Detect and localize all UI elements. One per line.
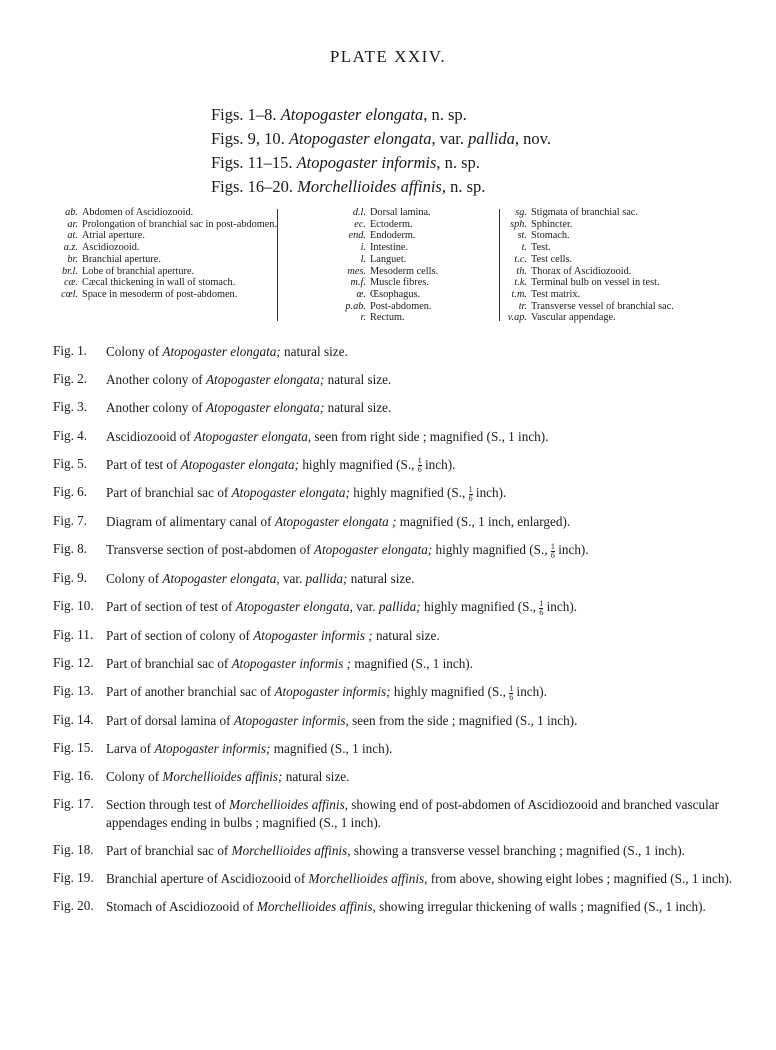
caption-text: highly magnified (S.,: [432, 542, 551, 558]
abbreviation-key: cæ.: [63, 277, 78, 289]
abbreviation-key: t.k.: [514, 277, 527, 289]
species-name: Atopogaster informis: [296, 153, 437, 172]
abbreviation-row: [500, 289, 740, 301]
caption-text: Colony of: [106, 769, 163, 785]
figure-caption: [53, 870, 753, 888]
species-name: Atopogaster elongata;: [162, 344, 281, 359]
abbreviation-value: Cæcal thickening in wall of stomach.: [82, 277, 236, 289]
abbreviation-row: [40, 289, 278, 301]
fraction-denominator: 6: [550, 550, 555, 560]
abbreviation-value: Transverse vessel of branchial sac.: [531, 300, 674, 312]
figure-number: Fig. 14.: [53, 711, 94, 727]
figure-number: Fig. 1.: [53, 343, 88, 358]
abbreviation-key: ar.: [67, 218, 78, 230]
figure-caption: [53, 740, 753, 758]
caption-text: , var.: [276, 570, 306, 586]
abbreviation-row: [319, 301, 499, 313]
caption-text: inch).: [513, 684, 547, 700]
species-name: pallida;: [378, 599, 421, 615]
abbreviation-key: v.ap.: [507, 312, 527, 324]
figure-heading: [211, 175, 551, 199]
species-name: Atopogaster elongata;: [313, 542, 433, 558]
figure-caption-text: [106, 541, 753, 559]
abbreviation-row: [40, 242, 278, 254]
caption-text: inch).: [421, 456, 456, 472]
abbreviation-key: th.: [516, 265, 527, 277]
figure-caption: [53, 343, 753, 361]
figure-caption: [53, 627, 753, 645]
figure-headings: [211, 103, 551, 199]
caption-text: natural size.: [282, 769, 350, 785]
species-name: Atopogaster elongata: [193, 428, 308, 444]
figure-caption-text: [106, 570, 753, 588]
species-name: Morchellioides affinis: [308, 871, 425, 887]
abbreviation-key: sph.: [510, 218, 527, 230]
caption-text: , from above, showing eight lobes ; magnified (S., 1 inch).: [424, 871, 733, 887]
abbreviation-row: [319, 242, 499, 254]
abbreviation-row: [40, 230, 278, 242]
figure-caption-text: [106, 870, 753, 888]
abbreviation-key: at.: [67, 230, 78, 242]
figure-caption-text: [106, 371, 753, 389]
figure-caption-text: [106, 740, 753, 758]
caption-text: Part of test of: [106, 456, 181, 472]
caption-text: inch).: [472, 485, 507, 501]
abbreviation-key: br.l.: [61, 265, 78, 277]
species-name: Atopogaster informis;: [154, 740, 271, 756]
figure-number: Fig. 6.: [53, 484, 88, 500]
abbreviation-row: [500, 242, 740, 254]
figure-caption-text: [106, 428, 753, 446]
species-name: Atopogaster elongata: [235, 599, 350, 615]
abbreviation-row: [500, 301, 740, 313]
abbreviation-value: Test matrix.: [531, 288, 581, 300]
figure-heading-range: Figs. 9, 10.: [211, 129, 289, 148]
caption-text: Stomach of Ascidiozooid of: [106, 899, 257, 915]
abbreviation-row: [40, 207, 278, 219]
figure-caption-text: [106, 627, 753, 645]
figure-caption-text: [106, 343, 753, 361]
figure-caption: [53, 513, 753, 531]
species-name: Atopogaster elongata: [288, 129, 432, 148]
figure-number: Fig. 7.: [53, 513, 88, 529]
abbreviation-key: i.: [360, 242, 366, 254]
abbreviation-value: Rectum.: [370, 312, 405, 324]
abbreviation-value: Stigmata of branchial sac.: [531, 207, 638, 218]
abbreviation-value: Endoderm.: [370, 230, 416, 242]
abbreviation-key: p.ab.: [345, 300, 366, 312]
abbreviation-key: cœl.: [61, 288, 78, 300]
abbreviation-row: [500, 277, 740, 289]
abbreviation-key: mes.: [347, 265, 366, 277]
figure-number: Fig. 9.: [53, 569, 88, 585]
figure-number: Fig. 2.: [53, 371, 88, 387]
caption-text: highly magnified (S.,: [349, 485, 469, 501]
figure-caption: [53, 598, 753, 616]
caption-text: highly magnified (S.,: [299, 456, 418, 472]
abbreviation-value: Ascidiozooid.: [82, 242, 140, 254]
caption-text: Part of section of colony of: [106, 627, 254, 643]
variety-name: pallida: [468, 129, 515, 148]
figure-caption: [53, 399, 753, 417]
abbreviation-column-3: [500, 207, 740, 324]
caption-text: natural size.: [280, 344, 348, 359]
figure-heading: [211, 151, 551, 175]
abbreviation-value: Ectoderm.: [370, 218, 413, 230]
caption-text: Colony of: [106, 344, 163, 359]
abbreviation-value: Thorax of Ascidiozooid.: [531, 265, 632, 277]
figure-caption: [53, 456, 753, 474]
figure-number: Fig. 20.: [53, 898, 94, 914]
species-name: Atopogaster elongata;: [180, 456, 300, 472]
species-name: Atopogaster informis ;: [253, 627, 373, 643]
caption-text: Diagram of alimentary canal of: [106, 514, 275, 530]
figure-number: Fig. 3.: [53, 399, 88, 415]
figure-number: Fig. 10.: [53, 598, 94, 614]
species-name: pallida;: [305, 570, 348, 586]
species-name: Morchellioides affinis: [297, 177, 442, 196]
caption-text: natural size.: [324, 372, 392, 388]
figure-caption: [53, 484, 753, 502]
fraction-numerator: 1: [550, 541, 555, 551]
figure-caption-text: [106, 655, 753, 673]
figure-caption: [53, 541, 753, 559]
figure-heading: [211, 103, 551, 127]
fraction-numerator: 1: [539, 598, 544, 608]
figure-caption: [53, 898, 753, 916]
figure-number: Fig. 5.: [53, 455, 88, 471]
abbreviation-row: [500, 312, 740, 324]
abbreviation-row: [40, 254, 278, 266]
abbreviation-row: [319, 230, 499, 242]
abbreviation-key: t.c.: [514, 253, 527, 265]
species-name: Morchellioides affinis: [231, 843, 348, 859]
abbreviation-value: Œsophagus.: [370, 288, 421, 300]
abbreviation-row: [319, 289, 499, 301]
abbreviation-row: [319, 277, 499, 289]
fraction-numerator: 1: [417, 456, 422, 466]
caption-text: , seen from right side ; magnified (S., 1 inch).: [307, 428, 549, 444]
species-name: Atopogaster informis;: [274, 684, 391, 700]
heading-suffix: , nov.: [514, 129, 551, 148]
caption-text: Another colony of: [106, 400, 206, 416]
species-name: Morchellioides affinis;: [162, 769, 283, 785]
caption-text: , showing end of post-abdomen of Ascidiozooid and branched vascular appendages ending in bulbs ; magnified (S., 1 inch).: [106, 797, 719, 831]
caption-text: Part of section of test of: [106, 599, 236, 615]
abbreviation-row: [319, 254, 499, 266]
figure-caption-text: [106, 513, 753, 531]
species-name: Atopogaster elongata;: [205, 400, 325, 416]
column-divider: [277, 209, 278, 321]
heading-suffix: , n. sp.: [441, 177, 486, 196]
caption-text: magnified (S., 1 inch).: [351, 655, 473, 671]
figure-number: Fig. 18.: [53, 842, 94, 858]
abbreviation-row: [40, 266, 278, 278]
abbreviation-key: œ.: [356, 288, 366, 300]
caption-text: highly magnified (S.,: [420, 599, 540, 615]
figure-caption-text: [106, 768, 753, 786]
caption-text: natural size.: [324, 400, 392, 416]
figure-caption-text: [106, 796, 753, 832]
abbreviation-value: Muscle fibres.: [370, 277, 429, 289]
abbreviation-column-1: [40, 207, 278, 301]
species-name: Atopogaster elongata;: [231, 485, 350, 501]
abbreviation-row: [40, 277, 278, 289]
abbreviation-row: [500, 266, 740, 278]
caption-text: Colony of: [106, 570, 163, 586]
abbreviation-row: [500, 207, 740, 219]
figure-caption-text: [106, 484, 753, 502]
abbreviation-key: a.z.: [63, 242, 78, 254]
species-name: Atopogaster elongata ;: [274, 514, 397, 530]
caption-text: natural size.: [347, 570, 415, 586]
abbreviation-value: Abdomen of Ascidiozooid.: [82, 207, 194, 218]
caption-text: Larva of: [106, 740, 155, 756]
abbreviation-value: Stomach.: [531, 230, 570, 242]
figure-heading-range: Figs. 16–20.: [211, 177, 298, 196]
heading-suffix: , n. sp.: [436, 153, 480, 172]
caption-text: , var.: [349, 599, 379, 615]
caption-text: , showing a transverse vessel branching ; magnified (S., 1 inch).: [347, 843, 685, 859]
figure-caption-text: [106, 842, 753, 860]
figure-heading-range: Figs. 11–15.: [211, 153, 297, 172]
figure-caption: [53, 796, 753, 832]
abbreviation-value: Prolongation of branchial sac in post-abdomen.: [82, 218, 278, 230]
figure-number: Fig. 4.: [53, 427, 88, 443]
fraction-denominator: 6: [417, 465, 422, 475]
figure-number: Fig. 15.: [53, 739, 94, 755]
figure-number: Fig. 11.: [53, 626, 94, 642]
abbreviation-row: [319, 219, 499, 231]
abbreviation-key: l.: [360, 253, 366, 265]
caption-text: magnified (S., 1 inch).: [270, 740, 393, 756]
figure-caption: [53, 371, 753, 389]
figure-captions-list: [53, 343, 753, 927]
abbreviation-key: st.: [517, 230, 527, 242]
abbreviation-value: Space in mesoderm of post-abdomen.: [82, 288, 238, 300]
figure-number: Fig. 13.: [53, 683, 94, 699]
figure-caption-text: [106, 898, 753, 916]
abbreviation-value: Dorsal lamina.: [370, 207, 431, 218]
abbreviation-row: [500, 230, 740, 242]
heading-text: , var.: [431, 129, 469, 148]
figure-caption-text: [106, 683, 753, 701]
fraction-numerator: 1: [468, 484, 473, 494]
caption-text: Branchial aperture of Ascidiozooid of: [106, 871, 309, 887]
abbreviation-value: Languet.: [370, 253, 407, 265]
figure-caption: [53, 655, 753, 673]
caption-text: magnified (S., 1 inch, enlarged).: [396, 514, 571, 530]
figure-caption: [53, 683, 753, 701]
species-name: Atopogaster elongata: [162, 570, 277, 586]
plate-title: PLATE XXIV.: [329, 47, 447, 66]
caption-text: Transverse section of post-abdomen of: [106, 542, 314, 558]
abbreviation-key: end.: [348, 230, 366, 242]
abbreviation-key: br.: [67, 253, 78, 265]
heading-suffix: , n. sp.: [423, 105, 467, 124]
caption-text: , seen from the side ; magnified (S., 1 inch).: [345, 712, 578, 728]
figure-caption: [53, 428, 753, 446]
abbreviation-value: Intestine.: [370, 242, 409, 254]
abbreviation-key: d.l.: [352, 207, 366, 218]
caption-text: inch).: [554, 542, 589, 558]
figure-number: Fig. 16.: [53, 768, 94, 784]
abbreviation-value: Sphincter.: [531, 218, 573, 230]
abbreviation-value: Terminal bulb on vessel in test.: [531, 277, 660, 289]
caption-text: Section through test of: [106, 797, 230, 813]
fraction-denominator: 6: [468, 493, 473, 503]
abbreviation-value: Mesoderm cells.: [370, 265, 439, 277]
figure-caption-text: [106, 399, 753, 417]
caption-text: Part of dorsal lamina of: [106, 712, 234, 728]
caption-text: , showing irregular thickening of walls ; magnified (S., 1 inch).: [372, 899, 706, 915]
species-name: Morchellioides affinis: [256, 899, 373, 915]
abbreviation-key: t.m.: [511, 288, 527, 300]
caption-text: Ascidiozooid of: [106, 428, 194, 444]
species-name: Atopogaster elongata: [280, 105, 424, 124]
abbreviation-value: Vascular appendage.: [531, 312, 616, 324]
species-name: Atopogaster informis ;: [231, 655, 352, 671]
figure-number: Fig. 19.: [53, 870, 94, 886]
figure-number: Fig. 12.: [53, 654, 94, 670]
abbreviation-key: tr.: [518, 300, 527, 312]
abbreviation-row: [319, 312, 499, 324]
figure-number: Fig. 17.: [53, 796, 94, 812]
abbreviation-key: m.f.: [350, 277, 366, 289]
figure-caption-text: [106, 712, 753, 730]
figure-caption: [53, 842, 753, 860]
abbreviation-key: ab.: [65, 207, 78, 218]
fraction-numerator: 1: [509, 683, 514, 693]
figure-number: Fig. 8.: [53, 541, 88, 557]
caption-text: inch).: [543, 599, 578, 615]
abbreviation-key: t.: [521, 242, 527, 254]
figure-caption: [53, 768, 753, 786]
figure-caption: [53, 712, 753, 730]
species-name: Atopogaster elongata;: [205, 372, 325, 388]
abbreviation-value: Lobe of branchial aperture.: [82, 265, 195, 277]
figure-heading: [211, 127, 551, 151]
abbreviation-row: [500, 219, 740, 231]
abbreviation-value: Test.: [531, 242, 551, 254]
abbreviation-key: r.: [360, 312, 366, 324]
caption-text: Part of branchial sac of: [106, 655, 232, 671]
abbreviation-value: Atrial aperture.: [82, 230, 145, 242]
fraction-denominator: 6: [509, 692, 514, 702]
species-name: Morchellioides affinis: [229, 797, 345, 813]
figure-caption-text: [106, 456, 753, 474]
abbreviation-value: Post-abdomen.: [370, 300, 432, 312]
caption-text: Part of branchial sac of: [106, 843, 232, 859]
abbreviation-row: [319, 266, 499, 278]
abbreviation-row: [40, 219, 278, 231]
figure-caption: [53, 570, 753, 588]
figure-caption-text: [106, 598, 753, 616]
figure-heading-range: Figs. 1–8.: [211, 105, 281, 124]
abbreviation-value: Test cells.: [531, 253, 573, 265]
caption-text: natural size.: [372, 627, 440, 643]
caption-text: Another colony of: [106, 372, 206, 388]
abbreviation-key: ec.: [354, 218, 366, 230]
abbreviation-key: sg.: [515, 207, 527, 218]
abbreviation-value: Branchial aperture.: [82, 253, 161, 265]
abbreviation-column-2: [319, 207, 499, 324]
species-name: Atopogaster informis: [233, 712, 346, 728]
fraction-denominator: 6: [539, 607, 544, 617]
caption-text: Part of another branchial sac of: [106, 684, 275, 700]
caption-text: Part of branchial sac of: [106, 485, 232, 501]
abbreviation-row: [500, 254, 740, 266]
abbreviation-row: [319, 207, 499, 219]
caption-text: highly magnified (S.,: [390, 684, 510, 700]
